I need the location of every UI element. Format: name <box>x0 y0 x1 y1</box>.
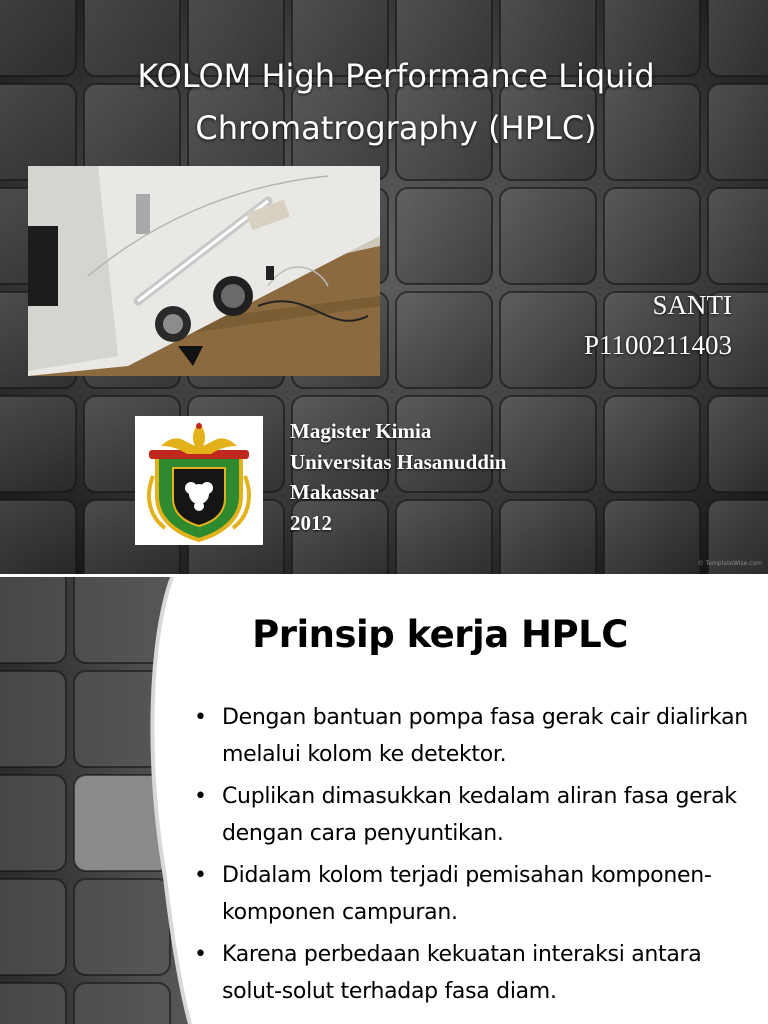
slide-heading: Prinsip kerja HPLC <box>252 613 628 656</box>
bullet-item: • Didalam kolom terjadi pemisahan komponen-komponen campuran. <box>192 857 752 931</box>
bullet-dot-icon: • <box>194 942 207 967</box>
author-name: SANTI <box>652 290 732 320</box>
bullet-list <box>192 699 752 1015</box>
author-id: P1100211403 <box>583 330 732 360</box>
author-block <box>584 285 732 365</box>
university-emblem <box>135 416 263 545</box>
bullet-dot-icon: • <box>194 863 207 888</box>
affiliation-year: 2012 <box>290 510 332 535</box>
affiliation-university: Universitas Hasanuddin <box>290 449 507 474</box>
hplc-column-photo <box>28 166 380 376</box>
affiliation-block <box>290 416 506 538</box>
bullet-dot-icon: • <box>194 705 207 730</box>
bullet-dot-icon: • <box>194 784 207 809</box>
bullet-item: • Karena perbedaan kekuatan interaksi antara solut-solut terhadap fasa diam. <box>192 936 752 1010</box>
bullet-item: • Dengan bantuan pompa fasa gerak cair dialirkan melalui kolom ke detektor. <box>192 699 752 773</box>
affiliation-city: Makassar <box>290 480 379 504</box>
content-slide <box>0 577 768 1024</box>
slide-title: KOLOM High Performance Liquid Chromatrography (HPLC) <box>137 57 655 147</box>
template-credit: © TemplateWise.com <box>697 560 762 567</box>
affiliation-program: Magister Kimia <box>290 419 432 443</box>
bullet-item: • Cuplikan dimasukkan kedalam aliran fasa gerak dengan cara penyuntikan. <box>192 778 752 852</box>
